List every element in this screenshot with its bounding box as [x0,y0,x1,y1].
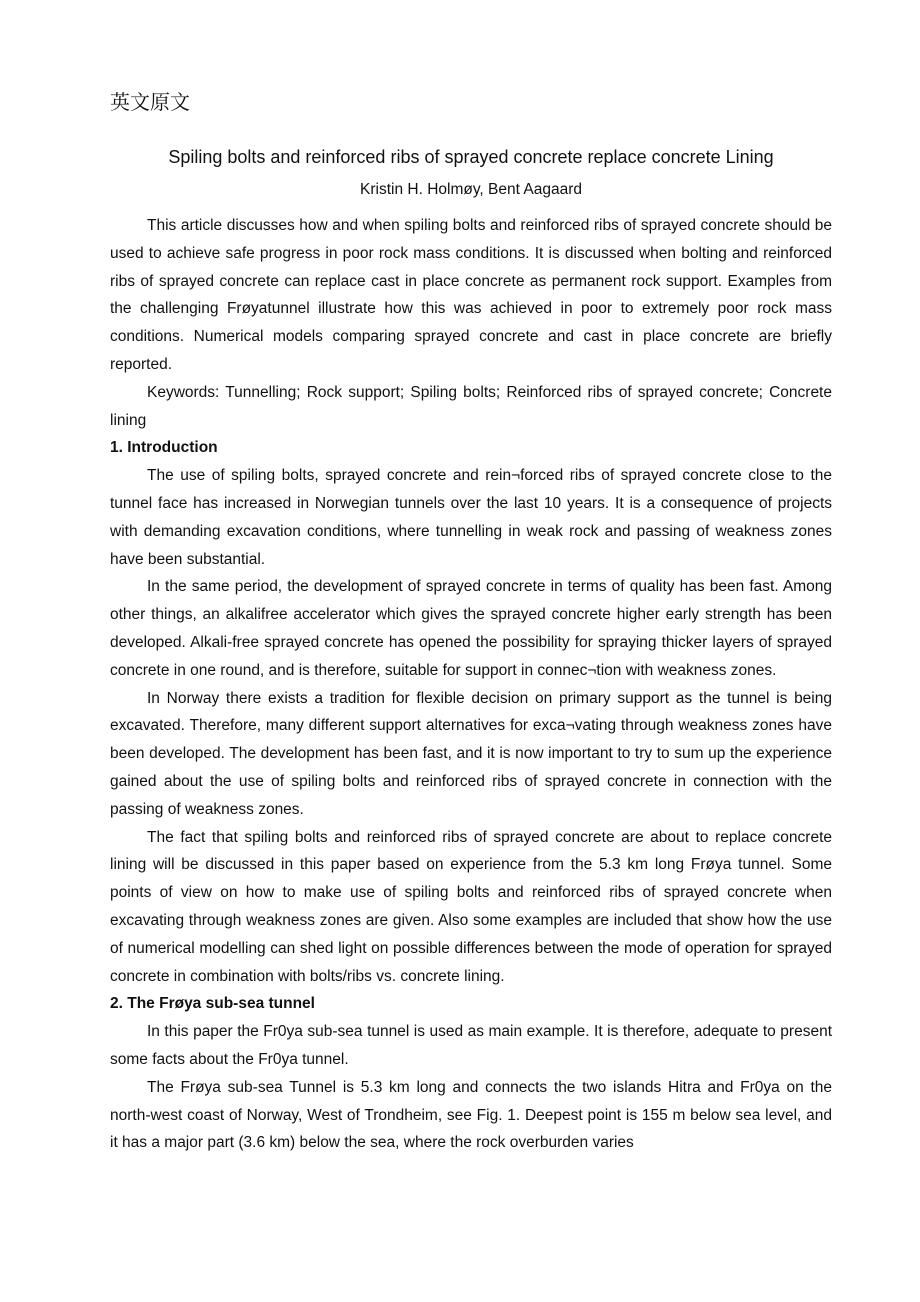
section-heading-introduction: 1. Introduction [110,439,218,457]
article-title: Spiling bolts and reinforced ribs of sprayed concrete replace concrete Lining [168,147,774,167]
article-authors: Kristin H. Holmøy, Bent Aagaard [360,181,582,198]
body-paragraph: In this paper the Fr0ya sub-sea tunnel is used as main example. It is therefore, adequate to present some facts about the Fr0ya tunnel. [110,1023,832,1068]
body-paragraph: In Norway there exists a tradition for flexible decision on primary support as the tunnel is being excavated. Therefore, many different support alternatives for exca¬vating through weakness zones have been developed. The development has been fast, and it is now important to try to sum up the experience gained about the use of spiling bolts and reinforced ribs of sprayed concrete in connection with the passing of weakness zones. [110,689,832,818]
body-paragraph: In the same period, the development of sprayed concrete in terms of quality has been fast. Among other things, an alkalifree accelerator which gives the sprayed concrete higher early strength has been developed. Alkali-free sprayed concrete has opened the possibility for spraying thicker layers of sprayed concrete in one round, and is therefore, suitable for support in connec¬tion with weakness zones. [110,578,832,679]
body-paragraph: The fact that spiling bolts and reinforced ribs of sprayed concrete are about to replace concrete lining will be discussed in this paper based on experience from the 5.3 km long Frøya tunnel. Some points of view on how to make use of spiling bolts and reinforced ribs of sprayed concrete when excavating through weakness zones are given. Also some examples are included that show how the use of numerical modelling can shed light on possible differences between the mode of operation for sprayed concrete in combination with bolts/ribs vs. concrete lining. [110,828,832,985]
body-paragraph: The Frøya sub-sea Tunnel is 5.3 km long and connects the two islands Hitra and Fr0ya on the north-west coast of Norway, West of Trondheim, see Fig. 1. Deepest point is 155 m below sea level, and it has a major part (3.6 km) below the sea, where the rock overburden varies [110,1078,832,1152]
section-heading-froya-tunnel: 2. The Frøya sub-sea tunnel [110,995,315,1013]
abstract-paragraph: This article discusses how and when spiling bolts and reinforced ribs of sprayed concrete should be used to achieve safe progress in poor rock mass conditions. It is discussed when bolting and reinforced ribs of sprayed concrete can replace cast in place concrete as permanent rock support. Examples from the challenging Frøyatunnel illustrate how this was achieved in poor to extremely poor rock mass conditions. Numerical models comparing sprayed concrete and cast in place concrete are briefly reported. [110,217,832,373]
original-text-heading: 英文原文 [110,92,190,114]
body-paragraph: The use of spiling bolts, sprayed concrete and rein¬forced ribs of sprayed concrete close to the tunnel face has increased in Norwegian tunnels over the last 10 years. It is a consequence of projects with demanding excavation conditions, where tunnelling in weak rock and passing of weakness zones have been substantial. [110,467,832,568]
keywords-paragraph: Keywords: Tunnelling; Rock support; Spiling bolts; Reinforced ribs of sprayed concrete; Concrete lining [110,383,832,429]
document-page [110,88,832,1157]
